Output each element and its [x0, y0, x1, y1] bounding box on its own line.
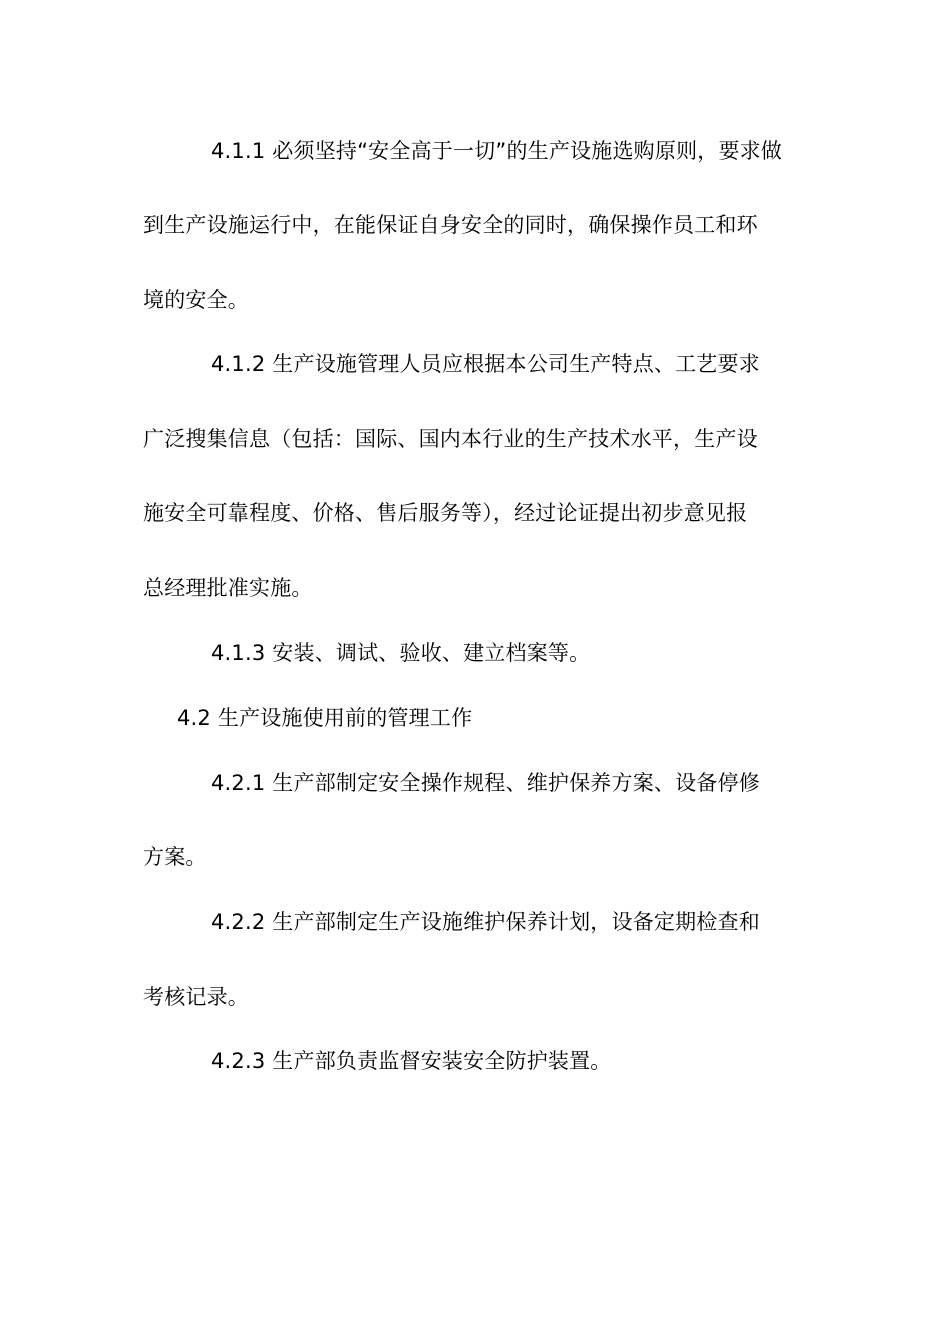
paragraph-4-2-1-line-1: 4.2.1 生产部制定安全操作规程、维护保养方案、设备停修 [211, 771, 760, 795]
paragraph-4-1-1-line-2: 到生产设施运行中，在能保证自身安全的同时，确保操作员工和环 [143, 213, 758, 237]
paragraph-4-1-3-line-1: 4.1.3 安装、调试、验收、建立档案等。 [211, 641, 591, 665]
paragraph-4-2-2-line-1: 4.2.2 生产部制定生产设施维护保养计划，设备定期检查和 [211, 910, 760, 934]
section-heading-4-2: 4.2 生产设施使用前的管理工作 [177, 706, 473, 730]
paragraph-4-1-1-line-1: 4.1.1 必须坚持“安全高于一切”的生产设施选购原则，要求做 [211, 139, 783, 163]
paragraph-4-2-1-line-2: 方案。 [143, 845, 207, 869]
paragraph-4-1-2-line-1: 4.1.2 生产设施管理人员应根据本公司生产特点、工艺要求 [211, 352, 760, 376]
paragraph-4-2-3-line-1: 4.2.3 生产部负责监督安装安全防护装置。 [211, 1049, 612, 1073]
paragraph-4-1-2-line-3: 施安全可靠程度、价格、售后服务等），经过论证提出初步意见报 [143, 501, 748, 525]
paragraph-4-1-1-line-3: 境的安全。 [143, 288, 249, 312]
paragraph-4-2-2-line-2: 考核记录。 [143, 985, 249, 1009]
paragraph-4-1-2-line-2: 广泛搜集信息（包括：国际、国内本行业的生产技术水平，生产设 [143, 427, 758, 451]
paragraph-4-1-2-line-4: 总经理批准实施。 [143, 576, 313, 600]
